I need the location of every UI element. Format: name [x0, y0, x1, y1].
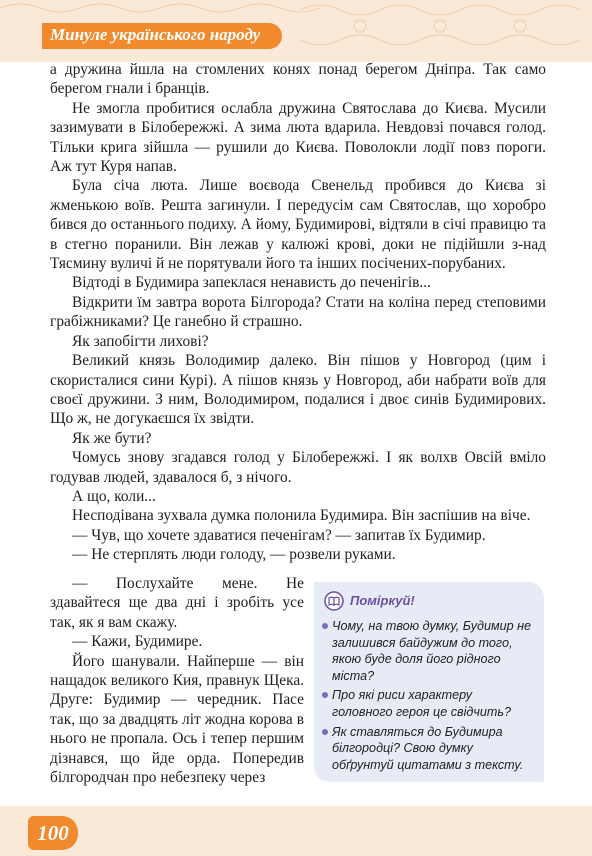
- question-text: Як ставляться до Будимира білгородці? Свою думку обґрунтуй цитатами з тексту.: [332, 724, 524, 772]
- paragraph: — Не стерплять люди голоду, — розвели руками.: [72, 546, 396, 564]
- paragraph: а дружина йшла на стомлених конях понад берегом Дніпра. Так само берегом гнали і бранців.: [50, 61, 546, 98]
- list-item: [322, 618, 536, 684]
- paragraph: Як запобігти лихові?: [72, 332, 209, 350]
- paragraph: — Чув, що хочете здаватися печенігам? — запитав їх Будимир.: [72, 526, 486, 544]
- bullet-icon: [322, 692, 328, 698]
- bullet-icon: [322, 729, 328, 735]
- question-text: Про які риси характеру головного героя це свідчить?: [332, 688, 511, 719]
- page-number: 100: [28, 816, 78, 850]
- footer-ornament-band: [0, 806, 592, 856]
- list-item: [322, 724, 536, 774]
- main-text: [50, 60, 546, 565]
- think-box-title: Поміркуй!: [350, 592, 415, 608]
- paragraph: — Кажи, Будимире.: [72, 633, 203, 651]
- paragraph: Відкрити їм завтра ворота Білгорода? Стати на коліна перед степовими грабіжниками? Це ганебно й страшно.: [50, 293, 546, 331]
- question-text: Чому, на твою думку, Будимир не залишився байдужим до того, якою буде доля його рідного міста?: [332, 619, 532, 683]
- paragraph: Несподівана зухвала думка полонила Будимира. Він заспішив на віче.: [72, 507, 531, 525]
- paragraph: — Послухайте мене. Не здавайтеся ще два дні і зробіть усе так, як я вам скажу.: [50, 575, 304, 631]
- paragraph: Відтоді в Будимира запеклася ненависть до печенігів...: [72, 274, 431, 292]
- question-list: [322, 618, 536, 776]
- paragraph: Чомусь знову згадався голод у Білобережжі. І як волхв Овсій вміло годував людей, здавалося б, з нічого.: [50, 449, 546, 486]
- think-box: [314, 582, 544, 782]
- paragraph: Як же бути?: [72, 429, 152, 447]
- paragraph: А що, коли...: [72, 487, 156, 505]
- paragraph: Була січа люта. Лише воєвода Свенельд пробився до Києва зі жменькою воїв. Решта загинули. І передусім сам Святослав, що хоробро бився до останнього подиху. А йому, Будимирові, відтяли в січі правицю та в стегно поранили. Він лежав у калюжі крові, доки не підійшли з-над Тясмину вуличі й не порятували його та інших посічених-порубаних.: [50, 177, 546, 273]
- paragraph: Його шанували. Найперше — він нащадок великого Кия, правнук Щека. Друге: Будимир — чередник. Пасе так, що за двадцять літ жодна корова в нього не пропала. Ось і тепер першим дізнався, що йде орда. Попередив білгородчан про небезпеку через: [50, 652, 304, 787]
- book-icon: [324, 591, 344, 611]
- paragraph: Не змогла пробитися ослабла дружина Святослава до Києва. Мусили зазимувати в Білобережжі. А зима люта вдарила. Невдовзі почався голод. Тільки крига зійшла — рушили до Києва. Поволокли лодії повз пороги. Аж тут Куря напав.: [50, 99, 546, 176]
- section-title: Минуле українського народу: [42, 23, 282, 49]
- wrapped-text: [50, 574, 304, 787]
- paragraph: Великий князь Володимир далеко. Він пішов у Новгород (цим і скористалися сини Курі). А пішов князь у Новгород, аби набрати воїв для своєї дружини. З ним, Володимиром, подалися і двоє синів Будимирових. Що ж, не догукаєшся їх звідти.: [50, 352, 546, 428]
- think-box-header: [324, 590, 415, 612]
- bullet-icon: [322, 623, 328, 629]
- list-item: [322, 687, 536, 720]
